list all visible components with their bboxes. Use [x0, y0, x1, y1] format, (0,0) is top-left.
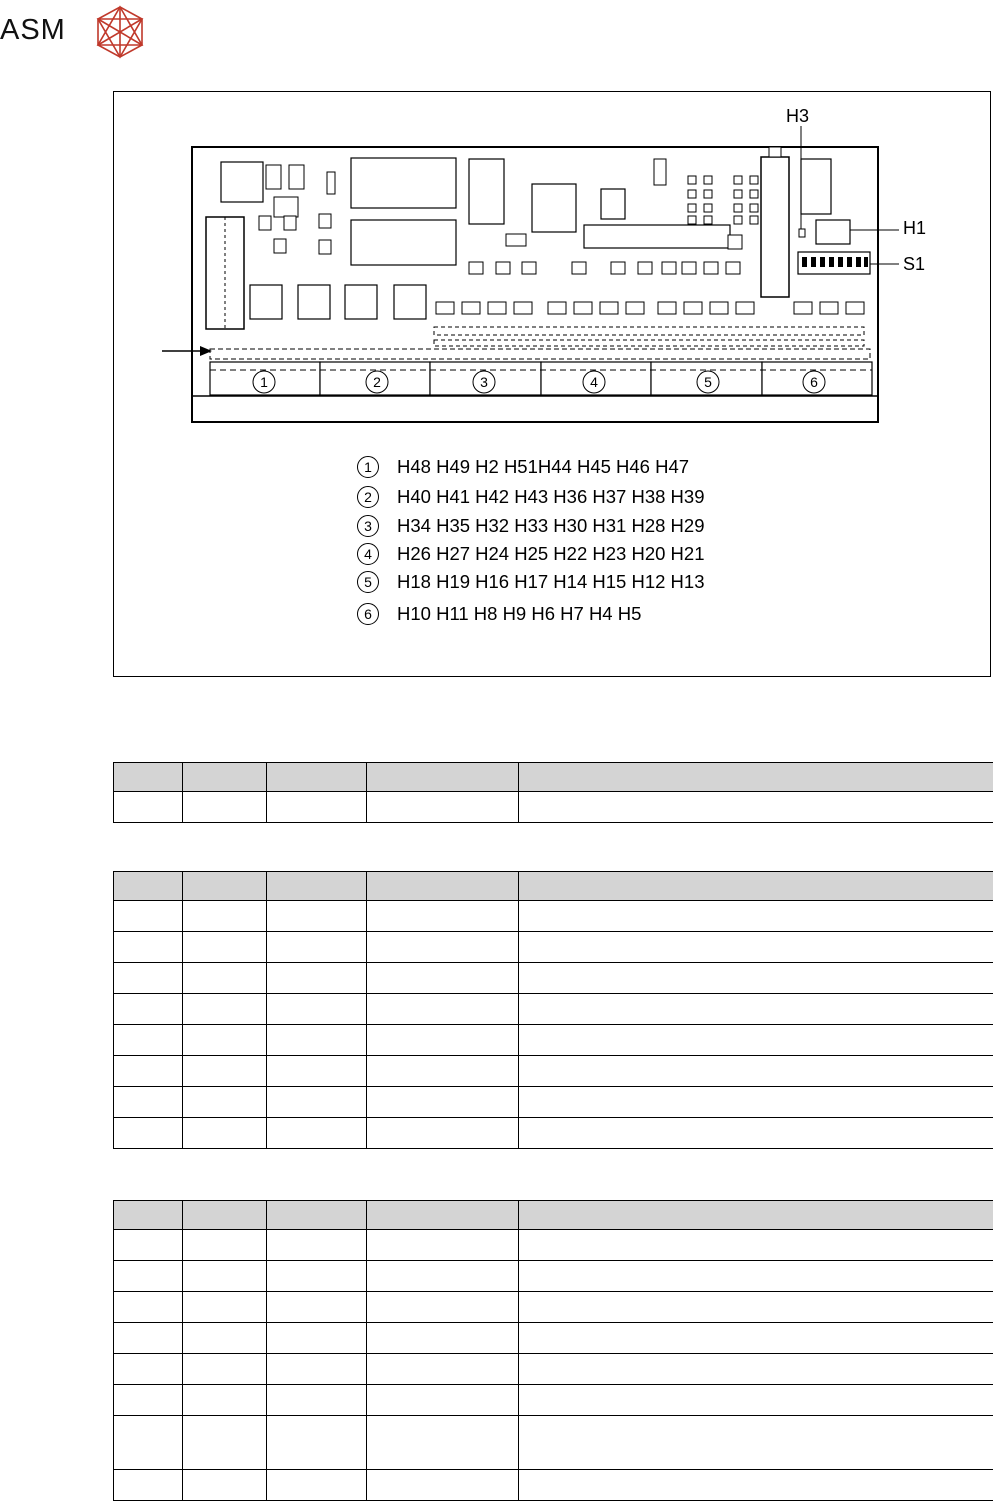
table-row: [114, 1323, 993, 1354]
legend-labels: H18 H19 H16 H17 H14 H15 H12 H13: [397, 571, 705, 592]
status-table-3: [113, 1200, 993, 1501]
table-row: [114, 1230, 993, 1261]
ic-chip: [351, 220, 456, 265]
connector-6-label: 6: [810, 374, 818, 390]
table-header-row: [114, 1201, 993, 1230]
table-header-row: [114, 872, 993, 901]
legend-number: 6: [357, 603, 379, 625]
legend-number: 4: [357, 543, 379, 565]
vertical-module: [761, 157, 789, 297]
legend-number: 5: [357, 571, 379, 593]
table-row: [114, 1118, 993, 1149]
connector-4-label: 4: [590, 374, 598, 390]
h1-callout: H1: [903, 218, 927, 238]
s1-callout: S1: [903, 254, 926, 274]
table-row: [114, 1261, 993, 1292]
table-row: [114, 1416, 993, 1470]
table-row: [114, 1087, 993, 1118]
h3-callout: H3: [786, 106, 810, 126]
status-table-1: [113, 762, 993, 823]
legend-labels: H10 H11 H8 H9 H6 H7 H4 H5: [397, 603, 642, 624]
table-row: [114, 1385, 993, 1416]
connector-1-label: 1: [260, 374, 268, 390]
table-row: [114, 932, 993, 963]
ic-chip: [532, 184, 576, 232]
table-row: [114, 1292, 993, 1323]
status-table-2: [113, 871, 993, 1149]
table-row: [114, 792, 993, 823]
legend-labels: H34 H35 H32 H33 H30 H31 H28 H29: [397, 515, 705, 536]
ic-chip: [469, 159, 504, 224]
table-row: [114, 1025, 993, 1056]
connector-5-label: 5: [704, 374, 712, 390]
table-header-row: [114, 763, 993, 792]
company-logo-text: ASM: [0, 14, 66, 46]
legend-number: 2: [357, 486, 379, 508]
cube-logo-icon: [92, 4, 148, 60]
table-row: [114, 963, 993, 994]
legend-labels: H48 H49 H2 H51H44 H45 H46 H47: [397, 456, 690, 477]
connector-3-label: 3: [480, 374, 488, 390]
legend-number: 3: [357, 515, 379, 537]
connector-2-label: 2: [373, 374, 381, 390]
display-connector: [584, 225, 730, 248]
h1-display: [816, 220, 850, 244]
table-row: [114, 994, 993, 1025]
table-row: [114, 901, 993, 932]
ic-chip: [351, 158, 456, 208]
legend-labels: H40 H41 H42 H43 H36 H37 H38 H39: [397, 486, 705, 507]
table-row: [114, 1056, 993, 1087]
table-row: [114, 1470, 993, 1501]
table-row: [114, 1354, 993, 1385]
legend-labels: H26 H27 H24 H25 H22 H23 H20 H21: [397, 543, 705, 564]
legend-number: 1: [357, 456, 379, 478]
